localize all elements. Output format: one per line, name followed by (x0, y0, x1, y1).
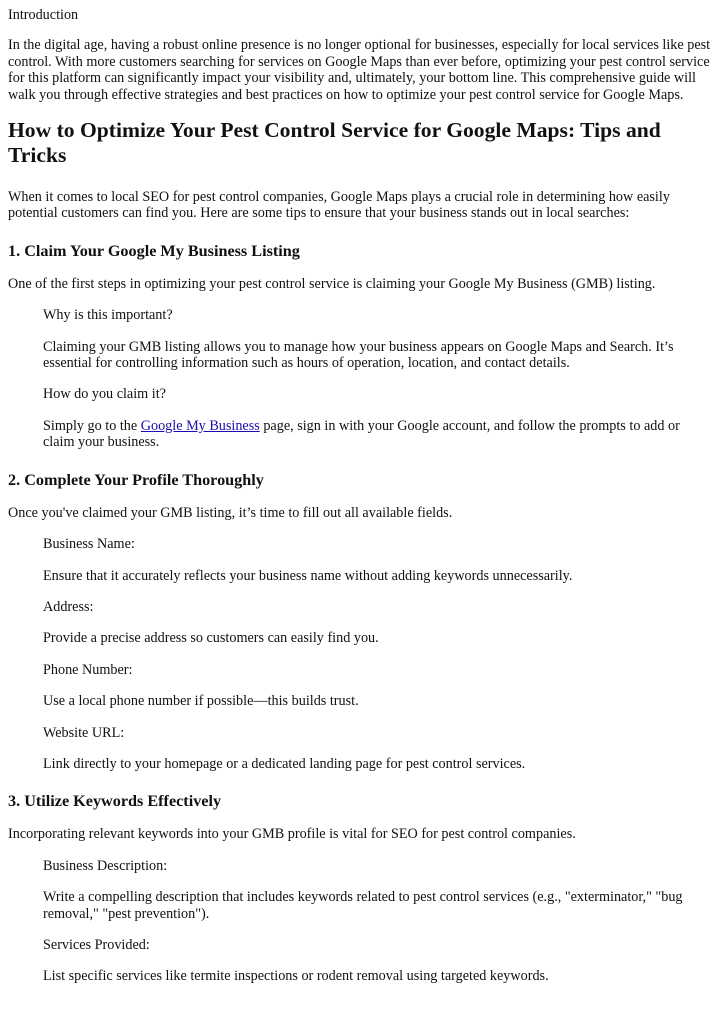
section-3-heading: 3. Utilize Keywords Effectively (8, 792, 222, 811)
profile-field-text-phone: Use a local phone number if possible—this builds trust. (43, 693, 359, 710)
section-1-intro: One of the first steps in optimizing your pest control service is claiming your Google My Business (GMB) listing. (8, 275, 656, 292)
section-1-answer-2 (43, 418, 714, 451)
section-1-heading: 1. Claim Your Google My Business Listing (8, 241, 300, 260)
profile-field-label-phone: Phone Number: (43, 661, 133, 678)
section-2-intro: Once you've claimed your GMB listing, it’s time to fill out all available fields. (8, 504, 453, 521)
keyword-label-services-provided: Services Provided: (43, 936, 150, 953)
section-1-question-2: How do you claim it? (43, 386, 166, 403)
section-3-intro: Incorporating relevant keywords into your GMB profile is vital for SEO for pest control companies. (8, 826, 576, 843)
keyword-label-business-description: Business Description: (43, 857, 168, 874)
page-title: How to Optimize Your Pest Control Service for Google Maps: Tips and Tricks (8, 118, 661, 168)
answer-2-text-after: page, sign in with your Google account, and follow the prompts to add or claim your business. (43, 417, 680, 451)
section-2-heading: 2. Complete Your Profile Thoroughly (8, 470, 264, 489)
profile-field-text-business-name: Ensure that it accurately reflects your business name without adding keywords unnecessarily. (43, 567, 573, 584)
profile-field-text-website: Link directly to your homepage or a dedicated landing page for pest control services. (43, 755, 526, 772)
keyword-text-business-description: Write a compelling description that includes keywords related to pest control services (e.g., "exterminator," "bug removal," "pest prevention"). (43, 889, 683, 922)
section-1-question-1: Why is this important? (43, 307, 173, 324)
answer-2-text-before: Simply go to the (43, 417, 141, 434)
google-my-business-link[interactable]: Google My Business (140, 417, 260, 434)
profile-field-label-address: Address: (43, 598, 94, 615)
intro-paragraph: In the digital age, having a robust online presence is no longer optional for businesses, especially for local services like pest control. With more customers searching for services on Google Maps than ever before, optimizing your pest control service for this platform can significantly impact your visibility and, ultimately, your bottom line. This comprehensive guide will walk you through effective strategies and best practices on how to optimize your pest control service for Google Maps. (8, 37, 711, 103)
intro-label: Introduction (8, 7, 79, 23)
profile-field-text-address: Provide a precise address so customers can easily find you. (43, 630, 379, 647)
profile-field-label-website: Website URL: (43, 724, 125, 741)
profile-field-label-business-name: Business Name: (43, 536, 135, 553)
main-intro-paragraph: When it comes to local SEO for pest control companies, Google Maps plays a crucial role in determining how easily potential customers can find you. Here are some tips to ensure that your business stands out in local searches: (8, 189, 670, 222)
keyword-text-services-provided: List specific services like termite inspections or rodent removal using targeted keywords. (43, 968, 549, 985)
section-1-answer-1: Claiming your GMB listing allows you to manage how your business appears on Google Maps and Search. It’s essential for controlling information such as hours of operation, location, and contact details. (43, 338, 674, 372)
